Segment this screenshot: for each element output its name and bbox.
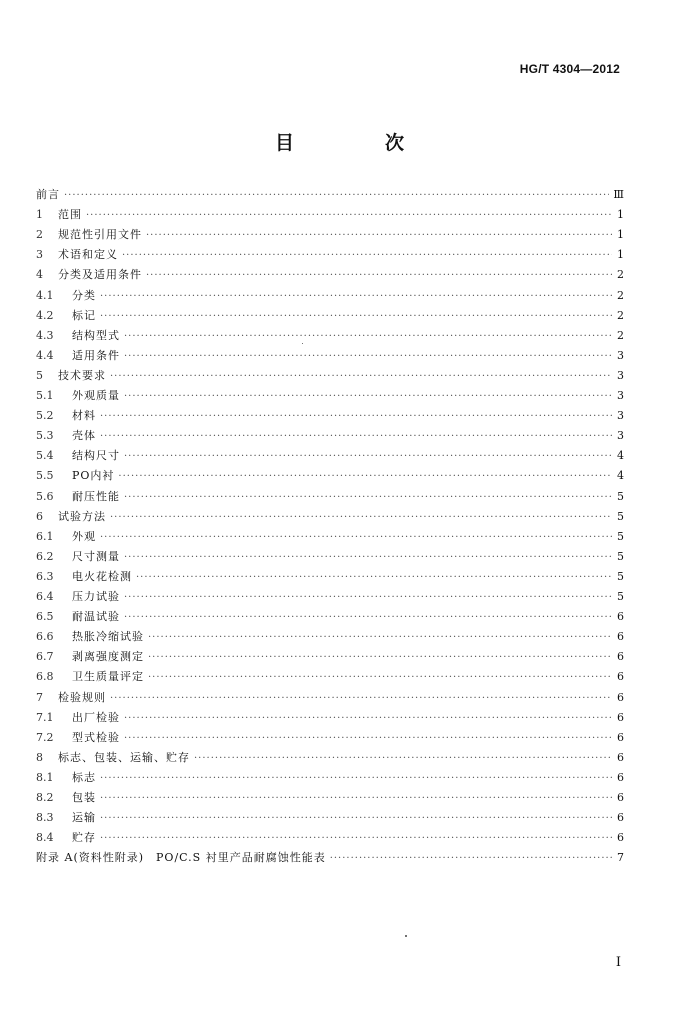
toc-leader-dots xyxy=(64,188,609,204)
toc-entry-number: 6.5 xyxy=(36,610,54,624)
toc-entry-page: 6 xyxy=(617,831,624,845)
toc-entry-page: 5 xyxy=(617,509,624,523)
toc-entry-label: 材料 xyxy=(72,409,96,423)
toc-leader-dots xyxy=(124,590,612,606)
toc-entry-label: 耐压性能 xyxy=(72,489,120,503)
toc-entry[interactable] xyxy=(36,609,624,625)
toc-leader-dots xyxy=(122,248,612,264)
toc-entry-page: 5 xyxy=(617,590,624,603)
toc-leader-dots xyxy=(124,490,612,506)
toc-leader-dots xyxy=(124,449,612,465)
toc-entry[interactable] xyxy=(36,830,624,846)
toc-entry-page: 3 xyxy=(617,409,624,423)
toc-entry[interactable] xyxy=(36,267,624,283)
toc-entry-page: 2 xyxy=(617,288,624,302)
toc-entry-number: 4 xyxy=(36,268,43,282)
toc-entry-label: 标志、包装、运输、贮存 xyxy=(58,750,190,764)
toc-entry[interactable] xyxy=(36,690,624,706)
toc-leader-dots xyxy=(100,289,612,305)
toc-entry-label: 标记 xyxy=(72,308,96,322)
toc-entry-label: 型式检验 xyxy=(72,730,120,744)
toc-leader-dots xyxy=(148,670,612,686)
toc-entry[interactable] xyxy=(36,328,624,344)
toc-leader-dots xyxy=(148,630,612,646)
toc-entry-page: 6 xyxy=(617,710,624,724)
toc-entry-page: 1 xyxy=(617,228,624,242)
toc-leader-dots xyxy=(100,530,612,546)
toc-entry-label: 电火花检测 xyxy=(72,569,132,583)
toc-entry-number: 6.6 xyxy=(36,630,54,644)
toc-entry-number: 7.1 xyxy=(36,710,54,724)
toc-entry[interactable] xyxy=(36,428,624,444)
standard-code: HG/T 4304—2012 xyxy=(519,62,620,76)
toc-entry[interactable] xyxy=(36,810,624,826)
table-of-contents xyxy=(0,187,679,887)
toc-entry-page: 1 xyxy=(617,248,624,262)
toc-entry-label: 外观 xyxy=(72,529,96,543)
toc-entry-number: 5.6 xyxy=(36,489,54,503)
toc-entry[interactable] xyxy=(36,247,624,263)
scan-speck xyxy=(405,935,407,937)
toc-entry-label: 标志 xyxy=(72,770,96,784)
toc-entry-page: 6 xyxy=(617,690,624,704)
toc-entry-page: 3 xyxy=(617,389,624,402)
toc-leader-dots xyxy=(100,409,612,425)
toc-leader-dots xyxy=(124,389,612,405)
toc-entry-page: Ⅲ xyxy=(613,188,624,201)
toc-entry-number: 8.3 xyxy=(36,811,54,825)
toc-entry-page: 1 xyxy=(617,208,624,222)
toc-entry-page: 4 xyxy=(617,469,624,483)
toc-entry-number: 4.4 xyxy=(36,348,54,362)
page-title: 目 次 xyxy=(274,132,440,154)
toc-entry-page: 3 xyxy=(617,429,624,443)
toc-entry-page: 2 xyxy=(617,328,624,342)
toc-entry-number: 5.4 xyxy=(36,449,54,463)
toc-entry-page: 3 xyxy=(617,348,624,362)
scan-speck xyxy=(302,343,303,344)
toc-entry-number: 8.1 xyxy=(36,770,54,784)
toc-entry-page: 6 xyxy=(617,791,624,804)
toc-entry-label: 结构型式 xyxy=(72,328,120,342)
toc-leader-dots xyxy=(100,831,612,847)
toc-leader-dots xyxy=(124,329,612,345)
toc-leader-dots xyxy=(194,751,612,767)
toc-leader-dots xyxy=(146,268,612,284)
toc-entry[interactable] xyxy=(36,549,624,565)
toc-leader-dots xyxy=(124,610,612,626)
toc-entry-page: 5 xyxy=(617,549,624,563)
toc-entry-label: 分类 xyxy=(72,288,96,302)
toc-entry-label: 耐温试验 xyxy=(72,610,120,624)
toc-entry-page: 3 xyxy=(617,368,624,382)
toc-entry-page: 2 xyxy=(617,308,624,322)
toc-entry[interactable] xyxy=(36,569,624,585)
toc-entry-number: 8.4 xyxy=(36,831,54,845)
toc-entry-label: 外观质量 xyxy=(72,389,120,402)
toc-entry-label: 分类及适用条件 xyxy=(58,268,142,282)
toc-entry-number: 5.3 xyxy=(36,429,54,443)
toc-leader-dots xyxy=(100,771,612,787)
toc-entry[interactable] xyxy=(36,710,624,726)
toc-entry[interactable] xyxy=(36,207,624,223)
toc-leader-dots xyxy=(118,469,612,485)
toc-entry-label: 包装 xyxy=(72,791,96,804)
toc-entry-page: 2 xyxy=(617,268,624,282)
toc-entry[interactable] xyxy=(36,368,624,384)
toc-entry[interactable] xyxy=(36,649,624,665)
toc-entry[interactable] xyxy=(36,790,624,806)
toc-entry-number: 4.2 xyxy=(36,308,54,322)
toc-entry[interactable] xyxy=(36,770,624,786)
toc-entry[interactable] xyxy=(36,509,624,525)
toc-entry-label: 贮存 xyxy=(72,831,96,845)
toc-leader-dots xyxy=(100,791,612,807)
toc-entry[interactable] xyxy=(36,850,624,866)
toc-entry-page: 6 xyxy=(617,750,624,764)
toc-entry-page: 5 xyxy=(617,489,624,503)
toc-entry[interactable] xyxy=(36,448,624,464)
toc-leader-dots xyxy=(136,570,612,586)
toc-entry-number: 7.2 xyxy=(36,730,54,744)
toc-leader-dots xyxy=(100,429,612,445)
toc-entry-label: 检验规则 xyxy=(58,690,106,704)
toc-leader-dots xyxy=(86,208,612,224)
toc-entry[interactable] xyxy=(36,730,624,746)
toc-leader-dots xyxy=(124,711,612,727)
toc-leader-dots xyxy=(330,851,612,867)
toc-entry-label: 剥离强度测定 xyxy=(72,650,144,664)
toc-entry-number: 4.3 xyxy=(36,328,54,342)
toc-leader-dots xyxy=(124,731,612,747)
toc-entry[interactable] xyxy=(36,529,624,545)
toc-entry[interactable] xyxy=(36,348,624,364)
toc-entry-number: 4.1 xyxy=(36,288,54,302)
toc-entry[interactable] xyxy=(36,589,624,605)
toc-entry-number: 1 xyxy=(36,208,43,222)
toc-leader-dots xyxy=(124,349,612,365)
toc-entry-page: 5 xyxy=(617,569,624,583)
toc-entry-number: 6.1 xyxy=(36,529,54,543)
toc-entry-number: 5.1 xyxy=(36,389,54,402)
toc-entry-number: 8.2 xyxy=(36,791,54,804)
toc-entry[interactable] xyxy=(36,750,624,766)
toc-entry-label: 壳体 xyxy=(72,429,96,443)
toc-entry[interactable] xyxy=(36,308,624,324)
toc-entry-page: 6 xyxy=(617,670,624,684)
toc-entry-number: 6 xyxy=(36,509,43,523)
toc-entry[interactable] xyxy=(36,468,624,484)
toc-entry-label: 规范性引用文件 xyxy=(58,228,142,242)
toc-entry-number: 6.7 xyxy=(36,650,54,664)
toc-entry-number: 6.3 xyxy=(36,569,54,583)
toc-entry[interactable] xyxy=(36,669,624,685)
toc-entry[interactable] xyxy=(36,388,624,404)
toc-entry-page: 6 xyxy=(617,770,624,784)
toc-entry[interactable] xyxy=(36,489,624,505)
toc-entry-number: 8 xyxy=(36,750,43,764)
toc-entry[interactable] xyxy=(36,227,624,243)
toc-entry-number: 2 xyxy=(36,228,43,242)
toc-entry-page: 6 xyxy=(617,811,624,825)
toc-entry-label: 结构尺寸 xyxy=(72,449,120,463)
toc-entry-label: 适用条件 xyxy=(72,348,120,362)
toc-leader-dots xyxy=(110,510,612,526)
toc-entry-label: 尺寸测量 xyxy=(72,549,120,563)
toc-leader-dots xyxy=(100,309,612,325)
toc-leader-dots xyxy=(110,691,612,707)
toc-entry-label: 卫生质量评定 xyxy=(72,670,144,684)
toc-entry-number: 7 xyxy=(36,690,43,704)
toc-entry-number: 6.8 xyxy=(36,670,54,684)
toc-entry-number: 5.5 xyxy=(36,469,54,483)
toc-entry-label: 运输 xyxy=(72,811,96,825)
toc-entry[interactable] xyxy=(36,288,624,304)
toc-leader-dots xyxy=(146,228,612,244)
toc-entry-number: 5 xyxy=(36,368,43,382)
toc-leader-dots xyxy=(110,369,612,385)
toc-entry-label: PO内衬 xyxy=(72,469,115,483)
toc-entry-number: 5.2 xyxy=(36,409,54,423)
toc-entry-label: 技术要求 xyxy=(58,368,106,382)
toc-leader-dots xyxy=(148,650,612,666)
toc-leader-dots xyxy=(100,811,612,827)
toc-entry-page: 6 xyxy=(617,730,624,744)
toc-entry-page: 6 xyxy=(617,650,624,664)
toc-entry-number: 6.4 xyxy=(36,590,54,603)
toc-leader-dots xyxy=(124,550,612,566)
toc-entry-label: 试验方法 xyxy=(58,509,106,523)
toc-entry-page: 7 xyxy=(617,851,624,865)
toc-entry[interactable] xyxy=(36,408,624,424)
toc-entry[interactable] xyxy=(36,629,624,645)
page-number: I xyxy=(615,955,621,970)
toc-entry-label: 前言 xyxy=(36,188,60,201)
toc-entry-page: 4 xyxy=(617,449,624,463)
toc-entry-label: 附录 A(资料性附录) PO/C.S 衬里产品耐腐蚀性能表 xyxy=(36,851,326,865)
toc-entry-label: 热胀冷缩试验 xyxy=(72,630,144,644)
toc-entry[interactable] xyxy=(36,187,624,203)
toc-entry-label: 压力试验 xyxy=(72,590,120,603)
toc-entry-number: 3 xyxy=(36,248,43,262)
toc-entry-page: 6 xyxy=(617,630,624,644)
toc-entry-page: 5 xyxy=(617,529,624,543)
toc-entry-label: 出厂检验 xyxy=(72,710,120,724)
toc-entry-label: 范围 xyxy=(58,208,82,222)
toc-entry-page: 6 xyxy=(617,610,624,624)
toc-entry-number: 6.2 xyxy=(36,549,54,563)
toc-entry-label: 术语和定义 xyxy=(58,248,118,262)
